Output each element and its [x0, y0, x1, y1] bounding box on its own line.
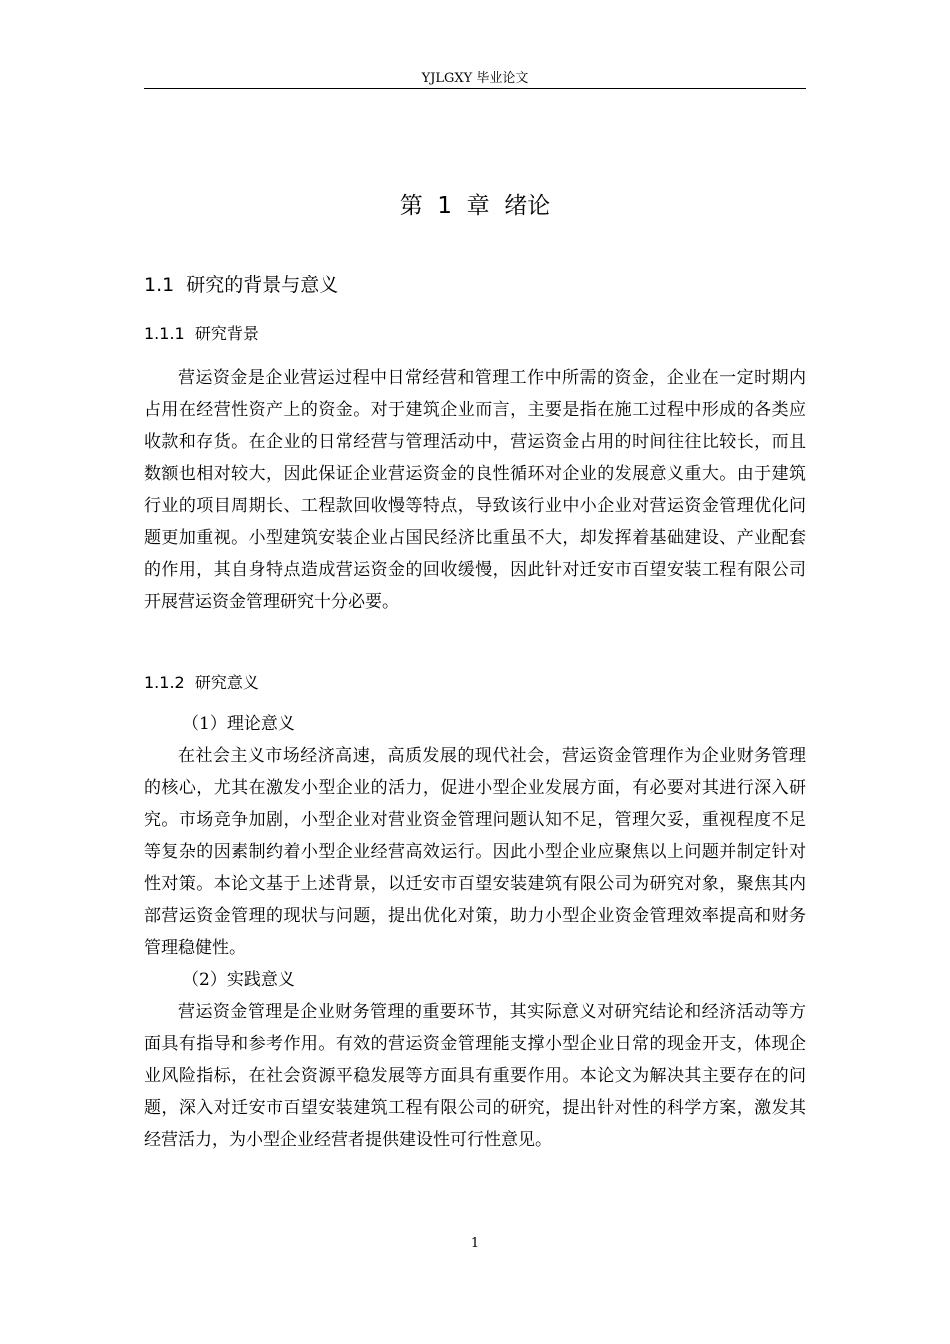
subsection-heading-1-1-2: 1.1.2 研究意义 [144, 673, 259, 692]
section-heading-1-1: 1.1 研究的背景与意义 [144, 274, 339, 296]
theory-significance-label: （1）理论意义 [182, 714, 295, 734]
subsection-heading-1-1-1: 1.1.1 研究背景 [144, 324, 259, 343]
practice-significance-label: （2）实践意义 [182, 970, 295, 990]
chapter-title: 第 1 章 绪论 [399, 193, 551, 219]
practice-significance-paragraph: 营运资金管理是企业财务管理的重要环节，其实际意义对研究结论和经济活动等方面具有指导和参考作用。有效的营运资金管理能支撑小型企业日常的现金开支，体现企业风险指标，在社会资源平稳发展等方面具有重要作用。本论文为解决其主要存在的问题，深入对迁安市百望安装建筑工程有限公司的研究，提出针对性的科学方案，激发其经营活力，为小型企业经营者提供建设性可行性意见。 [144, 1002, 806, 1150]
page-number: 1 [470, 1236, 480, 1251]
header-rule [144, 88, 806, 89]
page-header: YJLGXY 毕业论文 [421, 71, 529, 86]
background-paragraph: 营运资金是企业营运过程中日常经营和管理工作中所需的资金，企业在一定时期内占用在经营性资产上的资金。对于建筑企业而言，主要是指在施工过程中形成的各类应收款和存货。在企业的日常经营与管理活动中，营运资金占用的时间往往比较长，而且数额也相对较大，因此保证企业营运资金的良性循环对企业的发展意义重大。由于建筑行业的项目周期长、工程款回收慢等特点，导致该行业中小企业对营运资金管理优化问题更加重视。小型建筑安装企业占国民经济比重虽不大，却发挥着基础建设、产业配套的作用，其自身特点造成营运资金的回收缓慢，因此针对迁安市百望安装工程有限公司开展营运资金管理研究十分必要。 [144, 368, 806, 612]
theory-significance-paragraph: 在社会主义市场经济高速，高质发展的现代社会，营运资金管理作为企业财务管理的核心，尤其在激发小型企业的活力，促进小型企业发展方面，有必要对其进行深入研究。市场竞争加剧，小型企业对营业资金管理问题认知不足，管理欠妥，重视程度不足等复杂的因素制约着小型企业经营高效运行。因此小型企业应聚焦以上问题并制定针对性对策。本论文基于上述背景，以迁安市百望安装建筑有限公司为研究对象，聚焦其内部营运资金管理的现状与问题，提出优化对策，助力小型企业资金管理效率提高和财务管理稳健性。 [144, 746, 806, 958]
